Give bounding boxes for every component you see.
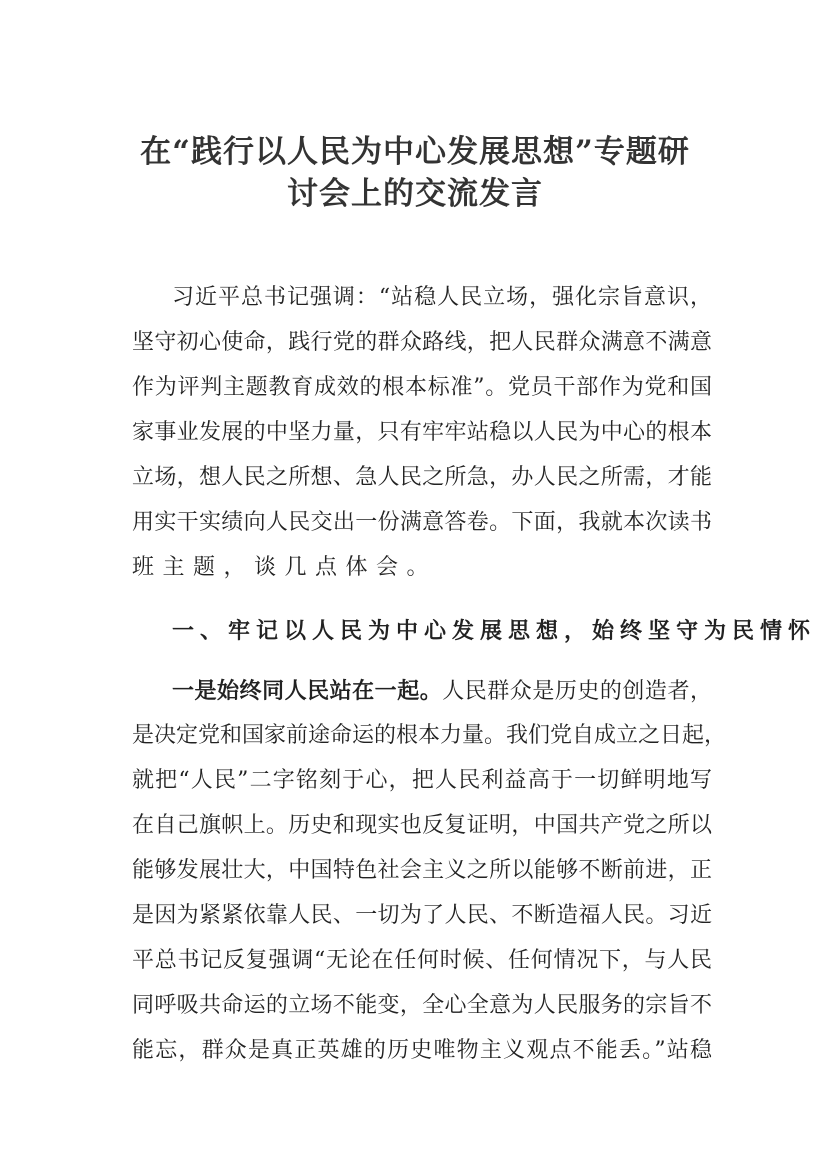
- paragraph-lead: 一是始终同人民站在一起。: [172, 678, 443, 704]
- text-line: 坚守初心使命，践行党的群众路线，把人民群众满意不满意: [132, 330, 712, 355]
- text-line: 平总书记反复强调“无论在任何时候、任何情况下，与人民: [132, 948, 712, 973]
- section-heading: 一、牢记以人民为中心发展思想，始终坚守为民情怀: [172, 618, 817, 644]
- text-line: 班主题，谈几点体会。: [132, 555, 438, 580]
- text-line: 在自己旗帜上。历史和现实也反复证明，中国共产党之所以: [132, 813, 712, 838]
- text-line: 家事业发展的中坚力量，只有牢牢站稳以人民为中心的根本: [132, 420, 712, 445]
- text-line: 同呼吸共命运的立场不能变，全心全意为人民服务的宗旨不: [132, 993, 712, 1018]
- text-line: 就把“人民”二字铭刻于心，把人民利益高于一切鲜明地写: [132, 768, 712, 793]
- title-line-1: 在“践行以人民为中心发展思想”专题研: [140, 134, 690, 170]
- text-line: 是决定党和国家前途命运的根本力量。我们党自成立之日起，: [132, 723, 727, 748]
- text-line: 习近平总书记强调：“站稳人民立场，强化宗旨意识，: [172, 285, 712, 310]
- text-line: 是因为紧紧依靠人民、一切为了人民、不断造福人民。习近: [132, 903, 712, 928]
- text-line: 能够发展壮大，中国特色社会主义之所以能够不断前进，正: [132, 858, 712, 883]
- text-line: [172, 676, 712, 706]
- text-line: 用实干实绩向人民交出一份满意答卷。下面，我就本次读书: [132, 510, 712, 535]
- text-span: 人民群众是历史的创造者，: [442, 679, 712, 704]
- title-line-2: 讨会上的交流发言: [287, 176, 543, 212]
- text-line: 能忘，群众是真正英雄的历史唯物主义观点不能丢。”站稳: [132, 1038, 712, 1063]
- text-line: 作为评判主题教育成效的根本标准”。党员干部作为党和国: [132, 375, 712, 400]
- text-line: 立场，想人民之所想、急人民之所急，办人民之所需，才能: [132, 465, 712, 490]
